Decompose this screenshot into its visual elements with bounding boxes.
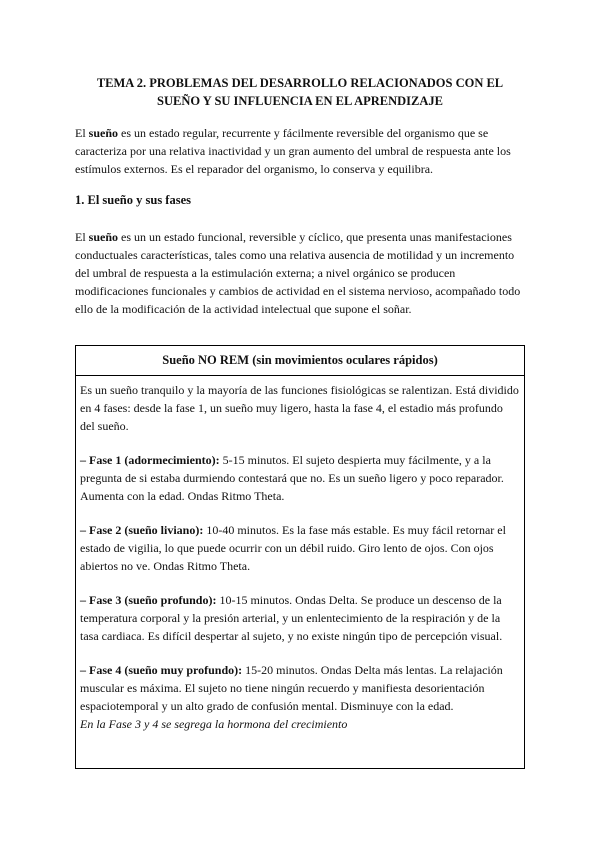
- section-text: es un un estado funcional, reversible y cíclico, que presenta unas manifestaciones conductuales características, tales como una relativa ausencia de motilidad y un incremento del umbral de respuesta a la estimulación externa; a nivel orgánico se producen modificaciones funcionales y cambios de actividad en el sistema nervioso, acompañado todo ello de la modificación de la actividad intelectual que supone el soñar.: [75, 230, 521, 316]
- phase-1-label: – Fase 1 (adormecimiento):: [80, 453, 220, 467]
- phase-3: [80, 591, 520, 645]
- nrem-table: [75, 345, 525, 769]
- phase-3-text: 10-15 minutos. Ondas Delta. Se produce un descenso de la temperatura corporal y la presión arterial, y un enlentecimiento de la respiración y de la tasa cardiaca. Es difícil despertar al sujeto, y no existe ningún tipo de percepción visual.: [80, 593, 503, 643]
- phase-4: [80, 661, 520, 715]
- table-intro: Es un sueño tranquilo y la mayoría de las funciones fisiológicas se ralentizan. Está dividido en 4 fases: desde la fase 1, un sueño muy ligero, hasta la fase 4, el estadio más profundo del sueño.: [80, 383, 519, 433]
- phase-2: [80, 521, 520, 575]
- title-line-2: SUEÑO Y SU INFLUENCIA EN EL APRENDIZAJE: [157, 94, 443, 108]
- section-lead: El: [75, 230, 89, 244]
- table-body: [76, 376, 524, 733]
- table-note: En la Fase 3 y 4 se segrega la hormona del crecimiento: [80, 717, 348, 731]
- phase-2-label: – Fase 2 (sueño liviano):: [80, 523, 204, 537]
- phase-3-label: – Fase 3 (sueño profundo):: [80, 593, 217, 607]
- phase-1: [80, 451, 520, 505]
- phase-4-text: 15-20 minutos. Ondas Delta más lentas. La relajación muscular es máxima. El sujeto no tiene ningún recuerdo y manifiesta desorientación espaciotemporal y un alto grado de confusión mental. Disminuye con la edad.: [80, 663, 503, 713]
- table-header: Sueño NO REM (sin movimientos oculares rápidos): [76, 346, 524, 376]
- phase-4-label: – Fase 4 (sueño muy profundo):: [80, 663, 243, 677]
- intro-paragraph: [75, 124, 525, 178]
- intro-lead: El: [75, 126, 89, 140]
- phase-1-text: 5-15 minutos. El sujeto despierta muy fácilmente, y a la pregunta de si estaba durmiendo contestará que no. Es un sueño ligero y poco reparador. Aumenta con la edad. Ondas Ritmo Theta.: [80, 453, 504, 503]
- section-heading: 1. El sueño y sus fases: [75, 193, 191, 207]
- title-line-1: TEMA 2. PROBLEMAS DEL DESARROLLO RELACIONADOS CON EL: [96, 76, 504, 90]
- intro-term: sueño: [88, 126, 119, 140]
- section-paragraph: [75, 228, 525, 318]
- document-title: [75, 74, 525, 110]
- phase-2-text: 10-40 minutos. Es la fase más estable. Es muy fácil retornar el estado de vigilia, lo que puede ocurrir con un débil ruido. Giro lento de ojos. Con ojos abiertos no ve. Ondas Ritmo Theta.: [80, 523, 506, 573]
- intro-text: es un estado regular, recurrente y fácilmente reversible del organismo que se caracteriza por una relativa inactividad y un gran aumento del umbral de respuesta ante los estímulos externos. Es el reparador del organismo, lo conserva y equilibra.: [75, 126, 511, 176]
- section-term: sueño: [88, 230, 119, 244]
